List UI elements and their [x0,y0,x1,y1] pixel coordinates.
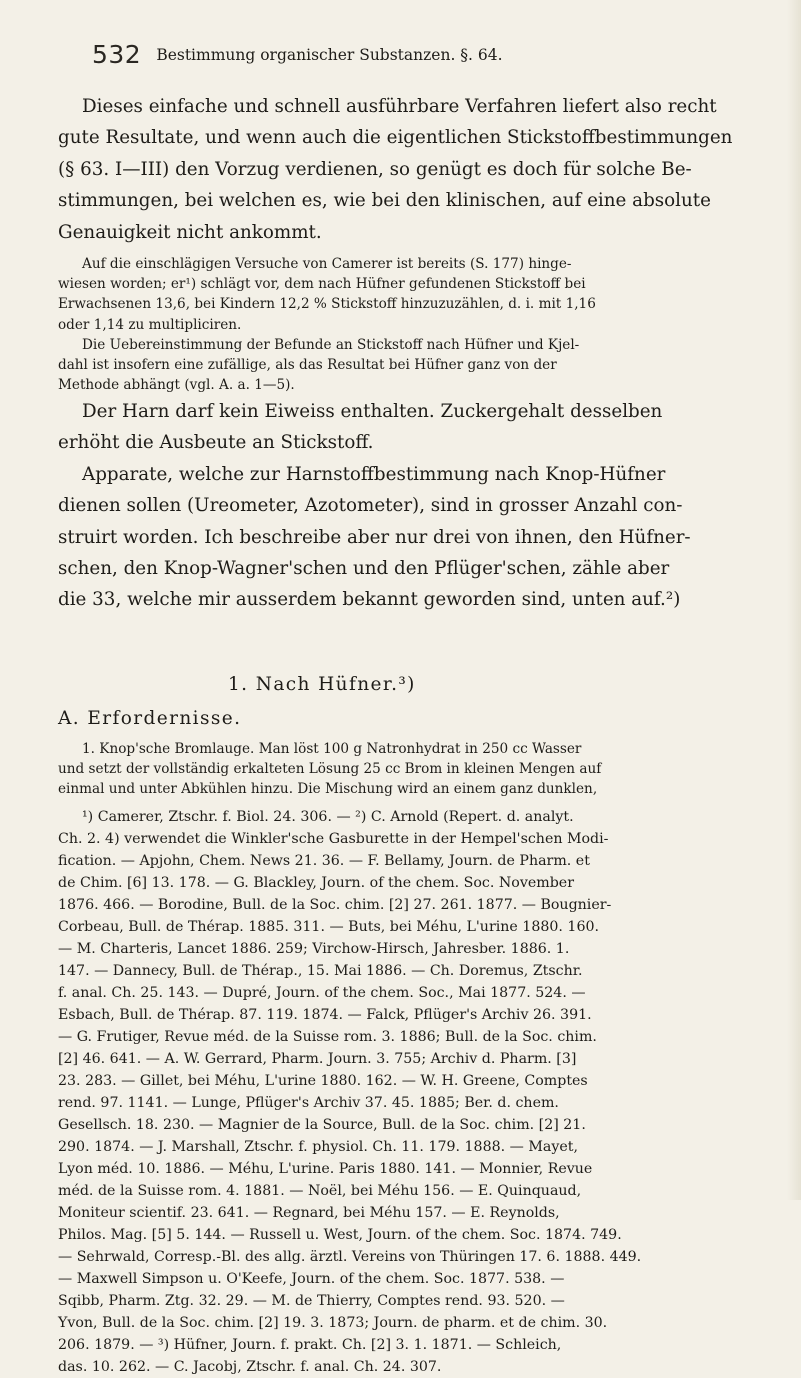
text-line: Genauigkeit nicht ankommt. [58,221,322,243]
text-line: einmal und unter Abkühlen hinzu. Die Mischung wird an einem ganz dunklen, [58,781,598,798]
text-line: Methode abhängt (vgl. A. a. 1—5). [58,377,295,394]
footnote-line: ¹) Camerer, Ztschr. f. Biol. 24. 306. — ²) C. Arnold (Repert. d. analyt. [82,809,574,825]
footnote-line: rend. 97. 1141. — Lunge, Pflüger's Archiv 37. 45. 1885; Ber. d. chem. [58,1095,559,1111]
section-heading: 1. Nach Hüfner.³) [228,674,416,695]
footnote-line: Gesellsch. 18. 230. — Magnier de la Source, Bull. de la Soc. chim. [2] 21. [58,1117,586,1133]
footnote-line: de Chim. [6] 13. 178. — G. Blackley, Journ. of the chem. Soc. November [58,875,574,891]
text-line: gute Resultate, und wenn auch die eigentlichen Stickstoffbestimmungen [58,127,733,149]
text-line: dahl ist insofern eine zufällige, als das Resultat bei Hüfner ganz von der [58,357,557,374]
footnote-line: Corbeau, Bull. de Thérap. 1885. 311. — Buts, bei Méhu, L'urine 1880. 160. [58,919,600,935]
text-line: Apparate, welche zur Harnstoffbestimmung nach Knop-Hüfner [82,463,666,485]
main-paragraph [58,396,793,616]
footnote-line: — G. Frutiger, Revue méd. de la Suisse rom. 3. 1886; Bull. de la Soc. chim. [58,1029,597,1045]
footnote-line: — Maxwell Simpson u. O'Keefe, Journ. of the chem. Soc. 1877. 538. — [58,1271,565,1287]
footnote-line: méd. de la Suisse rom. 4. 1881. — Noël, bei Méhu 156. — E. Quinquaud, [58,1183,582,1199]
text-line: wiesen worden; er¹) schlägt vor, dem nach Hüfner gefundenen Stickstoff bei [58,276,586,293]
text-line: oder 1,14 zu multipliciren. [58,316,242,333]
footnotes [58,806,793,1378]
text-line: 1. Knop'sche Bromlauge. Man löst 100 g Natronhydrat in 250 cc Wasser [82,741,582,757]
footnote-line: 1876. 466. — Borodine, Bull. de la Soc. chim. [2] 27. 261. 1877. — Bougnier- [58,897,612,913]
text-line: Erwachsenen 13,6, bei Kindern 12,2 % Stickstoff hinzuzuzählen, d. i. mit 1,16 [58,296,596,313]
text-line: stimmungen, bei welchen es, wie bei den klinischen, auf eine absolute [58,190,711,212]
footnote-line: Yvon, Bull. de la Soc. chim. [2] 19. 3. 1873; Journ. de pharm. et de chim. 30. [58,1315,608,1331]
text-line: (§ 63. I—III) den Vorzug verdienen, so genügt es doch für solche Be- [58,158,692,180]
intro-paragraph [58,91,793,248]
page-number: 532 [92,40,142,69]
item-paragraph [58,739,793,800]
footnote-line: Moniteur scientif. 23. 641. — Regnard, bei Méhu 157. — E. Reynolds, [58,1205,560,1221]
footnote-line: Esbach, Bull. de Thérap. 87. 119. 1874. — Falck, Pflüger's Archiv 26. 391. [58,1007,592,1023]
text-line: erhöht die Ausbeute an Stickstoff. [58,432,374,454]
footnote-line: Lyon méd. 10. 1886. — Méhu, L'urine. Paris 1880. 141. — Monnier, Revue [58,1161,593,1177]
text-line: Der Harn darf kein Eiweiss enthalten. Zuckergehalt desselben [82,401,663,422]
footnote-line: Philos. Mag. [5] 5. 144. — Russell u. West, Journ. of the chem. Soc. 1874. 749. [58,1227,622,1243]
text-line: struirt worden. Ich beschreibe aber nur drei von ihnen, den Hüfner- [58,526,691,548]
footnote-line: f. anal. Ch. 25. 143. — Dupré, Journ. of the chem. Soc., Mai 1877. 524. — [58,985,586,1001]
text-line: schen, den Knop-Wagner'schen und den Pflüger'schen, zähle aber [58,558,670,580]
small-print-note [58,254,793,395]
subsection-heading: A. Erfordernisse. [58,708,242,729]
footnote-line: fication. — Apjohn, Chem. News 21. 36. — F. Bellamy, Journ. de Pharm. et [58,853,590,869]
footnote-line: 147. — Dannecy, Bull. de Thérap., 15. Mai 1886. — Ch. Doremus, Ztschr. [58,963,583,979]
footnote-line: 206. 1879. — ³) Hüfner, Journ. f. prakt. Ch. [2] 3. 1. 1871. — Schleich, [58,1337,562,1353]
footnote-line: — M. Charteris, Lancet 1886. 259; Virchow-Hirsch, Jahresber. 1886. 1. [58,941,570,957]
running-title: Bestimmung organischer Substanzen. §. 64. [156,46,503,64]
footnote-line: [2] 46. 641. — A. W. Gerrard, Pharm. Journ. 3. 755; Archiv d. Pharm. [3] [58,1051,577,1067]
text-line: Die Uebereinstimmung der Befunde an Stickstoff nach Hüfner und Kjel- [82,336,580,353]
footnote-line: 290. 1874. — J. Marshall, Ztschr. f. physiol. Ch. 11. 179. 1888. — Mayet, [58,1139,578,1155]
text-line: Dieses einfache und schnell ausführbare Verfahren liefert also recht [82,96,717,117]
text-line: dienen sollen (Ureometer, Azotometer), sind in grosser Anzahl con- [58,495,683,517]
footnote-line: — Sehrwald, Corresp.-Bl. des allg. ärztl. Vereins von Thüringen 17. 6. 1888. 449. [58,1249,642,1265]
footnote-line: 23. 283. — Gillet, bei Méhu, L'urine 1880. 162. — W. H. Greene, Comptes [58,1073,588,1089]
text-line: die 33, welche mir ausserdem bekannt geworden sind, unten auf.²) [58,589,681,611]
footnote-line: Sqibb, Pharm. Ztg. 32. 29. — M. de Thierry, Comptes rend. 93. 520. — [58,1293,565,1309]
page-header [92,40,782,69]
footnote-line: das. 10. 262. — C. Jacobj, Ztschr. f. anal. Ch. 24. 307. [58,1359,442,1375]
text-line: und setzt der vollständig erkalteten Lösung 25 cc Brom in kleinen Mengen auf [58,761,602,778]
footnote-line: Ch. 2. 4) verwendet die Winkler'sche Gasburette in der Hempel'schen Modi- [58,831,609,847]
text-line: Auf die einschlägigen Versuche von Camerer ist bereits (S. 177) hinge- [82,256,572,272]
